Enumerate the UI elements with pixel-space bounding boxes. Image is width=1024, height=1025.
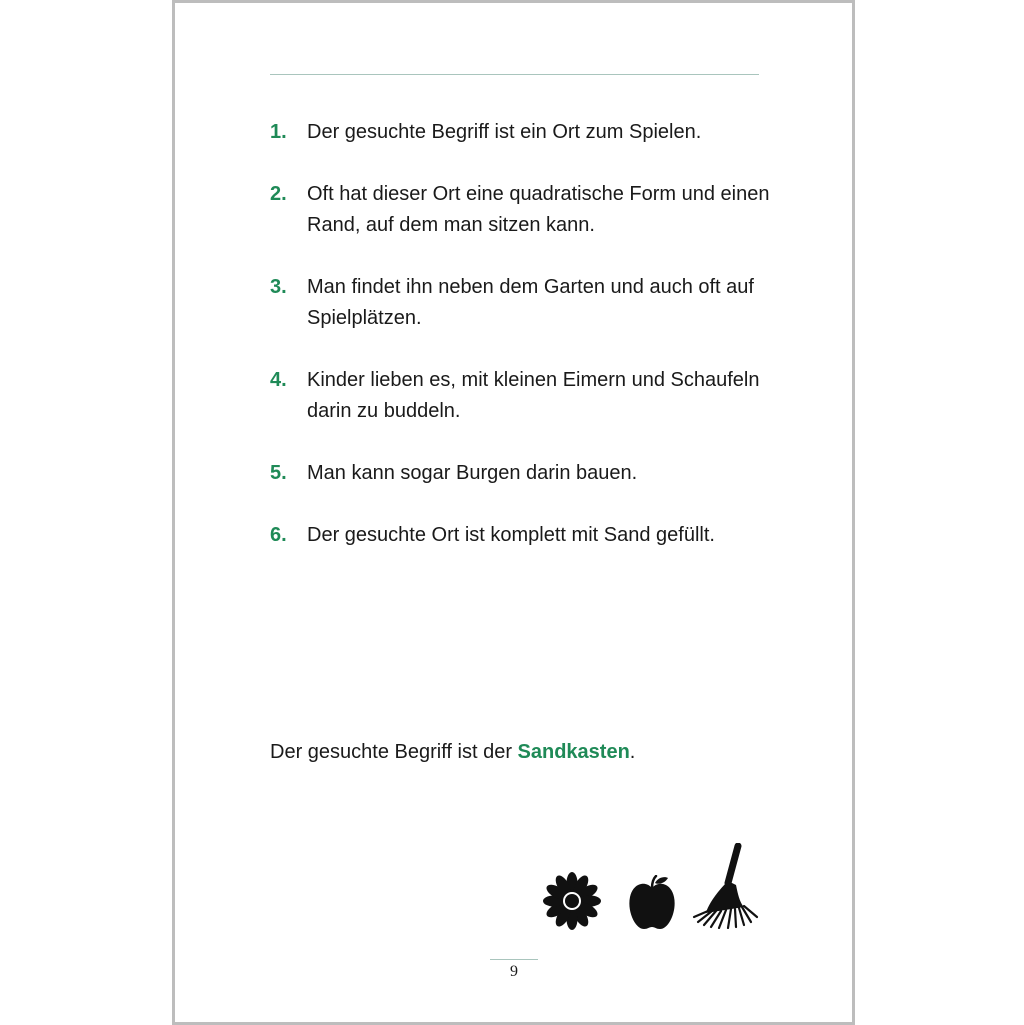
apple-icon bbox=[627, 875, 677, 931]
clue-text: Oft hat dieser Ort eine quadratische Form und einen Rand, auf dem man sitzen kann. bbox=[307, 183, 770, 236]
clue-item bbox=[270, 520, 790, 551]
clue-number: 3. bbox=[270, 276, 287, 298]
answer-prefix: Der gesuchte Begriff ist der bbox=[270, 741, 518, 763]
clue-number: 4. bbox=[270, 369, 287, 391]
clue-list bbox=[270, 117, 790, 582]
clue-number: 5. bbox=[270, 462, 287, 484]
clue-item bbox=[270, 365, 790, 427]
clue-text: Man findet ihn neben dem Garten und auch oft auf Spielplätzen. bbox=[307, 276, 754, 329]
footer-divider bbox=[490, 959, 538, 960]
clue-number: 2. bbox=[270, 183, 287, 205]
answer-sentence bbox=[270, 737, 635, 768]
clue-text: Man kann sogar Burgen darin bauen. bbox=[307, 462, 638, 484]
clue-number: 1. bbox=[270, 121, 287, 143]
clue-text: Der gesuchte Ort ist komplett mit Sand gefüllt. bbox=[307, 524, 715, 546]
clue-number: 6. bbox=[270, 524, 287, 546]
page-number: 9 bbox=[510, 963, 518, 980]
book-page bbox=[172, 0, 855, 1025]
rake-icon bbox=[692, 843, 762, 929]
answer-suffix: . bbox=[629, 741, 636, 763]
clue-item bbox=[270, 179, 790, 241]
flower-icon bbox=[542, 871, 602, 931]
clue-item bbox=[270, 458, 790, 489]
clue-item bbox=[270, 117, 790, 148]
decorative-icons bbox=[542, 843, 762, 933]
clue-text: Kinder lieben es, mit kleinen Eimern und Schaufeln darin zu buddeln. bbox=[307, 369, 760, 422]
top-divider bbox=[270, 74, 759, 75]
answer-word: Sandkasten bbox=[517, 741, 630, 763]
clue-item bbox=[270, 272, 790, 334]
clue-text: Der gesuchte Begriff ist ein Ort zum Spielen. bbox=[307, 121, 702, 143]
